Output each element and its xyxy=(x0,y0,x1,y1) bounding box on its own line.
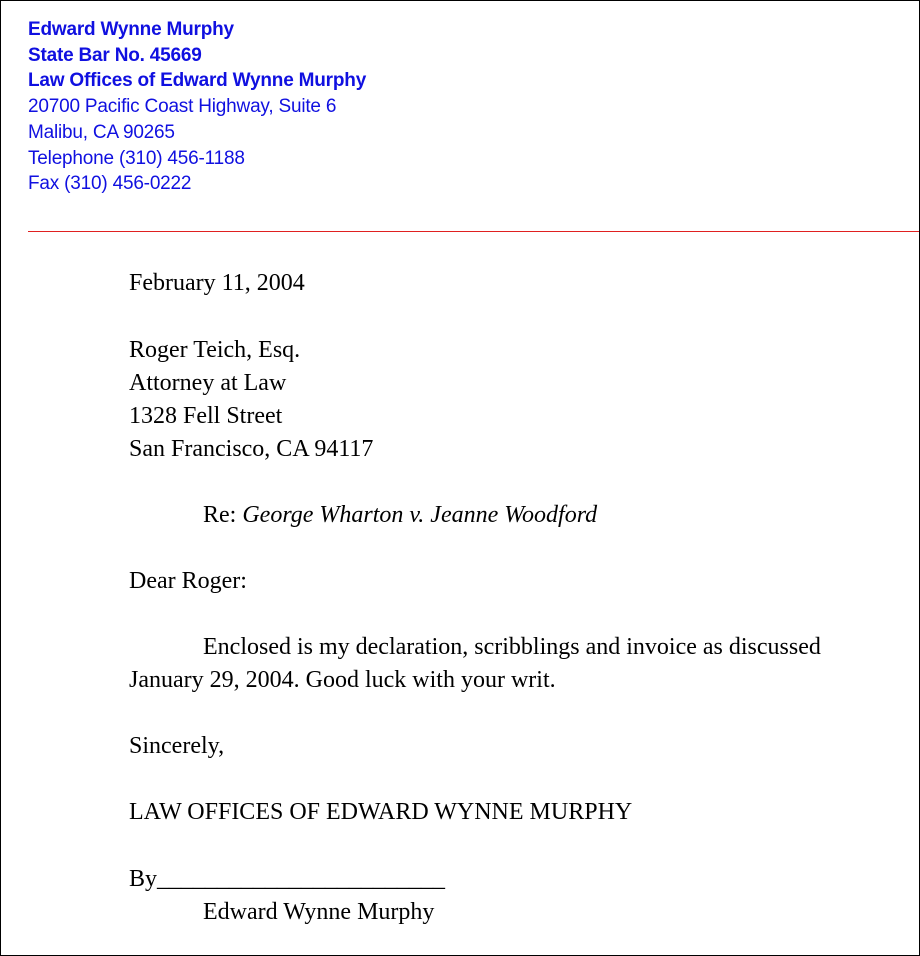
signer-name: Edward Wynne Murphy xyxy=(203,899,435,925)
recipient-street: 1328 Fell Street xyxy=(129,403,283,429)
letterhead-firm: Law Offices of Edward Wynne Murphy xyxy=(28,70,367,92)
recipient-address xyxy=(129,334,373,466)
re-line xyxy=(203,499,597,532)
recipient-name: Roger Teich, Esq. xyxy=(129,337,301,363)
letterhead-name: Edward Wynne Murphy xyxy=(28,19,234,40)
re-label: Re: xyxy=(203,502,243,528)
letterhead-fax: Fax (310) 456-0222 xyxy=(28,173,192,195)
body-line-1: Enclosed is my declaration, scribblings and invoice as discussed xyxy=(203,634,821,660)
letterhead-address: 20700 Pacific Coast Highway, Suite 6 xyxy=(28,96,337,118)
salutation: Dear Roger: xyxy=(129,568,247,594)
letter-date: February 11, 2004 xyxy=(129,270,305,296)
firm-signature: LAW OFFICES OF EDWARD WYNNE MURPHY xyxy=(129,799,633,825)
recipient-title: Attorney at Law xyxy=(129,370,287,396)
recipient-city: San Francisco, CA 94117 xyxy=(129,436,374,462)
letterhead-telephone: Telephone (310) 456-1188 xyxy=(28,147,245,169)
letterhead-bar-number: State Bar No. 45669 xyxy=(28,44,202,66)
letterhead-city: Malibu, CA 90265 xyxy=(28,121,175,143)
letterhead-divider xyxy=(28,231,919,232)
letterhead xyxy=(28,17,366,197)
body-line-2: January 29, 2004. Good luck with your writ. xyxy=(129,667,556,693)
closing: Sincerely, xyxy=(129,733,225,759)
signature-line: By________________________ xyxy=(129,866,446,892)
re-case-name: George Wharton v. Jeanne Woodford xyxy=(242,502,598,528)
